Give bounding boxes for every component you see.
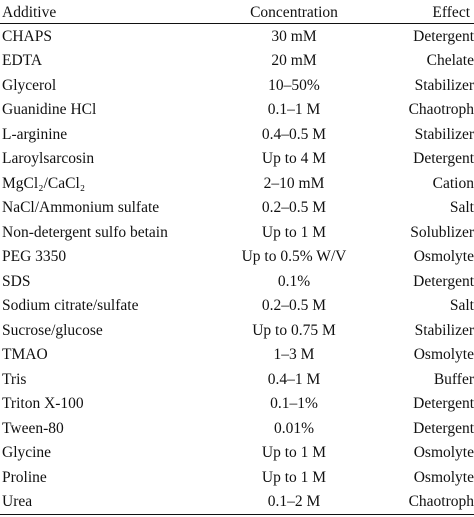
cell-concentration: 30 mM: [271, 27, 317, 45]
cell-additive: Proline: [2, 468, 47, 486]
cell-concentration: 2–10 mM: [263, 174, 325, 192]
cell-additive: NaCl/Ammonium sulfate: [2, 199, 160, 216]
cell-concentration: 1–3 M: [273, 346, 315, 363]
cell-additive: Laroylsarcosin: [2, 150, 95, 167]
header-effect: Effect: [382, 0, 474, 24]
table-row: [0, 220, 474, 245]
cell-effect: Stabilizer: [414, 76, 474, 94]
cell-effect: Chaotroph: [408, 101, 474, 118]
cell-additive: PEG 3350: [2, 248, 67, 265]
table-row: [0, 171, 474, 196]
table-row: [0, 196, 474, 221]
table-row: [0, 465, 474, 490]
cell-effect: Stabilizer: [414, 125, 474, 143]
cell-additive: TMAO: [2, 346, 48, 363]
cell-effect: Cation: [432, 174, 474, 192]
table-body: [0, 24, 474, 515]
cell-effect: Chelate: [426, 52, 474, 69]
table-row: [0, 318, 474, 343]
table-row: [0, 490, 474, 515]
cell-concentration: 0.1–1 M: [267, 101, 321, 118]
cell-concentration: 0.1%: [277, 272, 311, 290]
cell-effect: Detergent: [413, 419, 474, 437]
table-row: [0, 343, 474, 368]
cell-additive: EDTA: [2, 52, 43, 69]
cell-concentration: 0.4–1 M: [267, 370, 321, 388]
cell-effect: Buffer: [433, 370, 474, 388]
table-row: [0, 269, 474, 294]
cell-effect: Salt: [449, 199, 474, 216]
table-row: [0, 147, 474, 172]
cell-additive: Glycerol: [2, 76, 57, 94]
table-row: [0, 416, 474, 441]
cell-additive: Triton X-100: [2, 395, 84, 412]
table-header: [0, 0, 474, 24]
cell-effect: Detergent: [413, 395, 474, 412]
cell-additive: CHAPS: [2, 27, 52, 45]
cell-effect: Stabilizer: [414, 321, 474, 339]
cell-additive: Guanidine HCl: [2, 101, 97, 118]
header-additive: Additive: [0, 0, 206, 24]
cell-effect: Osmolyte: [413, 346, 474, 363]
cell-concentration: Up to 1 M: [261, 444, 327, 461]
cell-concentration: Up to 1 M: [261, 223, 327, 241]
cell-concentration: Up to 0.75 M: [252, 321, 336, 339]
cell-concentration: 20 mM: [271, 52, 317, 69]
cell-additive: MgCl₂/CaCl₂: [2, 174, 86, 192]
table-row: [0, 122, 474, 147]
table-row: [0, 98, 474, 123]
cell-concentration: 0.1–1%: [270, 395, 318, 412]
table-row: [0, 392, 474, 417]
cell-additive: Non-detergent sulfo betain: [2, 223, 168, 241]
cell-effect: Detergent: [413, 150, 474, 167]
cell-concentration: 0.4–0.5 M: [261, 125, 327, 143]
cell-additive: Tween-80: [2, 419, 64, 437]
cell-effect: Solublizer: [410, 223, 474, 241]
table-row: [0, 24, 474, 49]
table-row: [0, 245, 474, 270]
cell-additive: Urea: [0, 490, 206, 515]
table-row: [0, 294, 474, 319]
cell-additive: Glycine: [2, 444, 52, 461]
cell-additive: Tris: [2, 370, 27, 388]
cell-effect: Osmolyte: [413, 248, 474, 265]
header-row: [0, 0, 474, 24]
cell-concentration: Up to 1 M: [261, 468, 327, 486]
header-concentration: Concentration: [206, 0, 382, 24]
cell-additive: Sodium citrate/sulfate: [2, 297, 139, 314]
cell-additive: SDS: [2, 272, 31, 290]
table-row: [0, 367, 474, 392]
cell-concentration: 0.1–2 M: [206, 490, 382, 515]
table-row: [0, 441, 474, 466]
cell-effect: Detergent: [413, 27, 474, 45]
table-row: [0, 73, 474, 98]
cell-concentration: 0.01%: [273, 419, 315, 437]
cell-concentration: Up to 0.5% W/V: [241, 248, 347, 265]
cell-effect: Chaotroph: [382, 490, 474, 515]
cell-effect: Osmolyte: [413, 468, 474, 486]
cell-concentration: 0.2–0.5 M: [261, 297, 327, 314]
cell-effect: Detergent: [413, 272, 474, 290]
table-row: [0, 49, 474, 74]
cell-effect: Osmolyte: [413, 444, 474, 461]
cell-additive: L-arginine: [2, 125, 68, 143]
cell-additive: Sucrose/glucose: [2, 321, 103, 339]
cell-effect: Salt: [449, 297, 474, 314]
cell-concentration: 10–50%: [268, 76, 320, 94]
cell-concentration: 0.2–0.5 M: [261, 199, 327, 216]
cell-concentration: Up to 4 M: [261, 150, 327, 167]
